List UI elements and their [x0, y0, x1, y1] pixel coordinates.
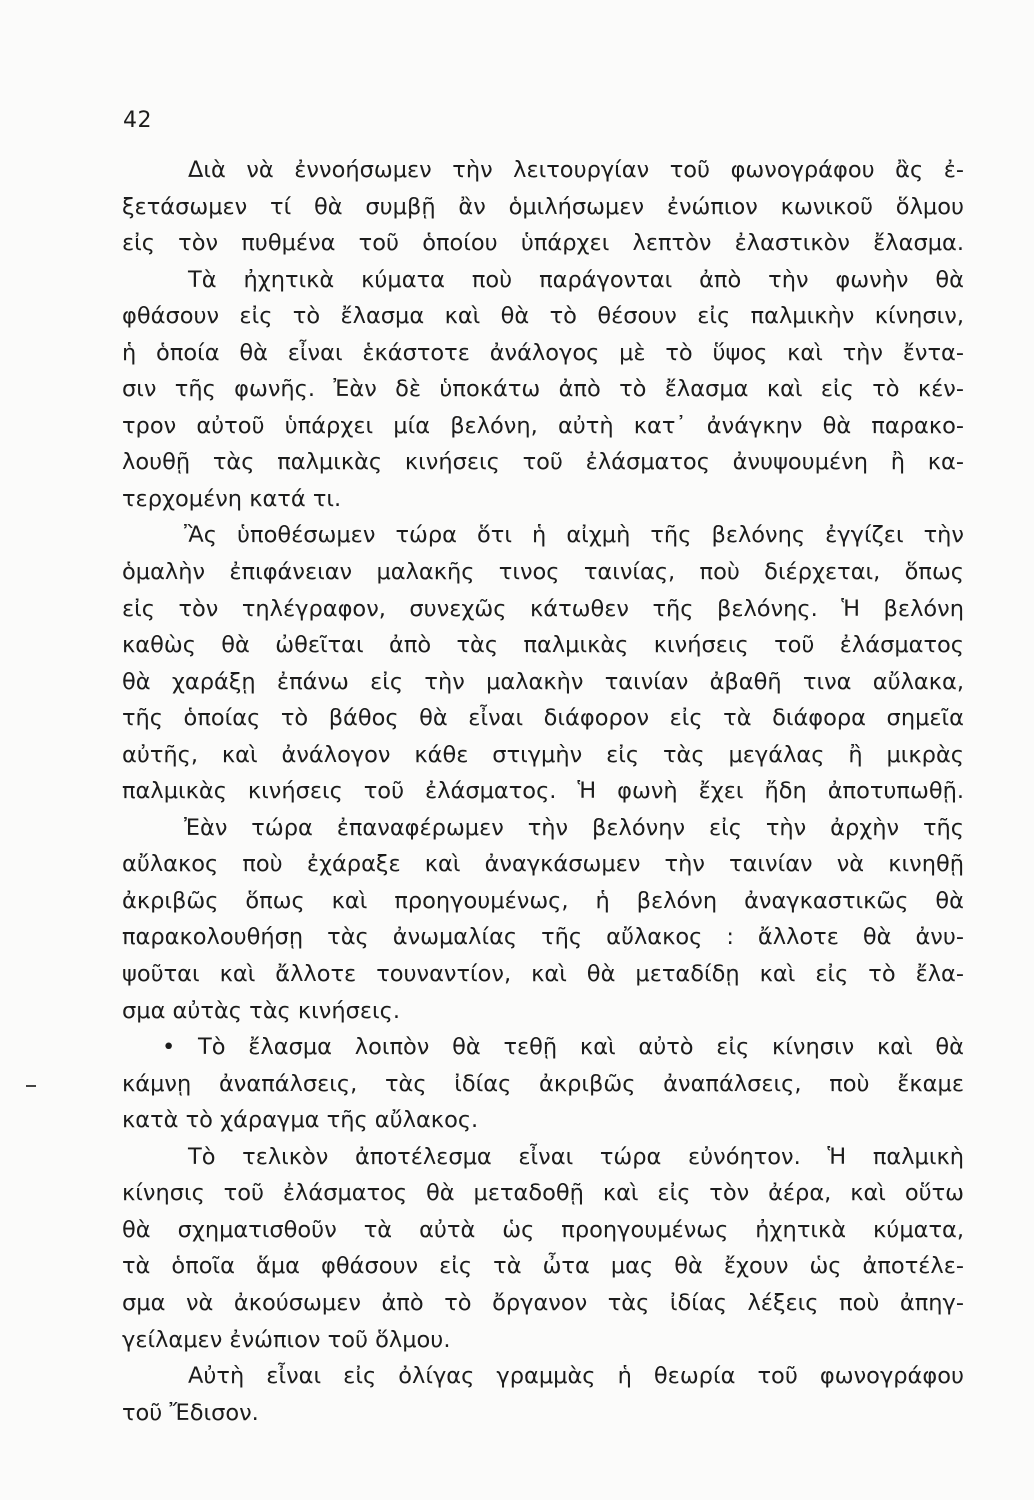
text-line: τρον αὐτοῦ ὑπάρχει μία βελόνη, αὐτὴ κατ᾽ ἀνάγκην θὰ παρακο- — [122, 412, 964, 439]
text-line: ξετάσωμεν τί θὰ συμβῇ ἂν ὁμιλήσωμεν ἐνώπιον κωνικοῦ ὅλμου — [122, 193, 964, 220]
text-line: Τὰ ἠχητικὰ κύματα ποὺ παράγονται ἀπὸ τὴν φωνὴν θὰ — [188, 266, 964, 293]
text-line: θὰ σχηματισθοῦν τὰ αὐτὰ ὡς προηγουμένως ἠχητικὰ κύματα, — [122, 1216, 964, 1243]
paragraph — [122, 517, 964, 809]
text-line: τοῦ Ἔδισον. — [122, 1399, 259, 1426]
text-line: φθάσουν εἰς τὸ ἔλασμα καὶ θὰ τὸ θέσουν εἰς παλμικὴν κίνησιν, — [122, 303, 964, 330]
text-line: τὰ ὁποῖα ἅμα φθάσουν εἰς τὰ ὦτα μας θὰ ἔχουν ὡς ἀποτέλε- — [122, 1253, 964, 1280]
text-line: σιν τῆς φωνῆς. Ἐὰν δὲ ὑποκάτω ἀπὸ τὸ ἔλασμα καὶ εἰς τὸ κέν- — [122, 376, 964, 403]
text-line: κάμνῃ ἀναπάλσεις, τὰς ἰδίας ἀκριβῶς ἀναπάλσεις, ποὺ ἔκαμε — [122, 1070, 964, 1097]
paragraph — [122, 262, 964, 518]
text-line: λουθῇ τὰς παλμικὰς κινήσεις τοῦ ἐλάσματος ἀνυψουμένη ἢ κα- — [122, 449, 964, 476]
text-line: σμα νὰ ἀκούσωμεν ἀπὸ τὸ ὄργανον τὰς ἰδίας λέξεις ποὺ ἀπηγ- — [122, 1289, 964, 1316]
text-line: παρακολουθήσῃ τὰς ἀνωμαλίας τῆς αὔλακος : ἄλλοτε θὰ ἀνυ- — [122, 924, 964, 951]
text-line: ἀκριβῶς ὅπως καὶ προηγουμένως, ἡ βελόνη ἀναγκαστικῶς θὰ — [122, 887, 964, 914]
text-line: Αὐτὴ εἶναι εἰς ὀλίγας γραμμὰς ἡ θεωρία τοῦ φωνογράφου — [188, 1363, 964, 1390]
text-line: ἡ ὁποία θὰ εἶναι ἑκάστοτε ἀνάλογος μὲ τὸ ὕψος καὶ τὴν ἔντα- — [122, 339, 964, 366]
body-text — [122, 152, 964, 1431]
text-line: κατὰ τὸ χάραγμα τῆς αὔλακος. — [122, 1107, 479, 1134]
paragraph — [122, 1029, 964, 1139]
text-line: τερχομένη κατά τι. — [122, 485, 342, 512]
text-line: εἰς τὸν πυθμένα τοῦ ὁποίου ὑπάρχει λεπτὸν ἐλαστικὸν ἔλασμα. — [122, 230, 964, 257]
text-line: αὔλακος ποὺ ἐχάραξε καὶ ἀναγκάσωμεν τὴν ταινίαν νὰ κινηθῇ — [122, 851, 964, 878]
text-line: ψοῦται καὶ ἄλλοτε τουναντίον, καὶ θὰ μεταδίδῃ καὶ εἰς τὸ ἔλα- — [122, 961, 964, 988]
text-line: θὰ χαράξῃ ἐπάνω εἰς τὴν μαλακὴν ταινίαν ἀβαθῆ τινα αὔλακα, — [122, 668, 964, 695]
margin-mark — [26, 1085, 36, 1087]
page-number: 42 — [123, 108, 152, 133]
paragraph — [122, 1139, 964, 1358]
text-line: Ἐὰν τώρα ἐπαναφέρωμεν τὴν βελόνην εἰς τὴν ἀρχὴν τῆς — [184, 814, 964, 841]
text-line: γείλαμεν ἐνώπιον τοῦ ὅλμου. — [122, 1326, 451, 1353]
text-line: τῆς ὁποίας τὸ βάθος θὰ εἶναι διάφορον εἰς τὰ διάφορα σημεῖα — [122, 705, 964, 732]
paragraph — [122, 152, 964, 262]
text-line: σμα αὐτὰς τὰς κινήσεις. — [122, 997, 400, 1024]
text-line: ὁμαλὴν ἐπιφάνειαν μαλακῆς τινος ταινίας, ποὺ διέρχεται, ὅπως — [122, 559, 964, 586]
text-line: Τὸ τελικὸν ἀποτέλεσμα εἶναι τώρα εὐνόητον. Ἡ παλμικὴ — [188, 1143, 964, 1170]
text-line: εἰς τὸν τηλέγραφον, συνεχῶς κάτωθεν τῆς βελόνης. Ἡ βελόνη — [122, 595, 964, 622]
text-line: αὐτῆς, καὶ ἀνάλογον κάθε στιγμὴν εἰς τὰς μεγάλας ἢ μικρὰς — [122, 741, 964, 768]
text-line: καθὼς θὰ ὠθεῖται ἀπὸ τὰς παλμικὰς κινήσεις τοῦ ἐλάσματος — [122, 632, 964, 659]
text-line: κίνησις τοῦ ἐλάσματος θὰ μεταδοθῇ καὶ εἰς τὸν ἀέρα, καὶ οὕτω — [122, 1180, 964, 1207]
paragraph — [122, 810, 964, 1029]
text-line: Διὰ νὰ ἐννοήσωμεν τὴν λειτουργίαν τοῦ φωνογράφου ἂς ἐ- — [188, 157, 964, 183]
text-line: παλμικὰς κινήσεις τοῦ ἐλάσματος. Ἡ φωνὴ ἔχει ἤδη ἀποτυπωθῇ. — [122, 778, 964, 805]
text-line: Ἂς ὑποθέσωμεν τώρα ὅτι ἡ αἰχμὴ τῆς βελόνης ἐγγίζει τὴν — [184, 522, 964, 549]
paragraph — [122, 1358, 964, 1431]
text-line: • Τὸ ἔλασμα λοιπὸν θὰ τεθῇ καὶ αὐτὸ εἰς κίνησιν καὶ θὰ — [162, 1034, 964, 1061]
